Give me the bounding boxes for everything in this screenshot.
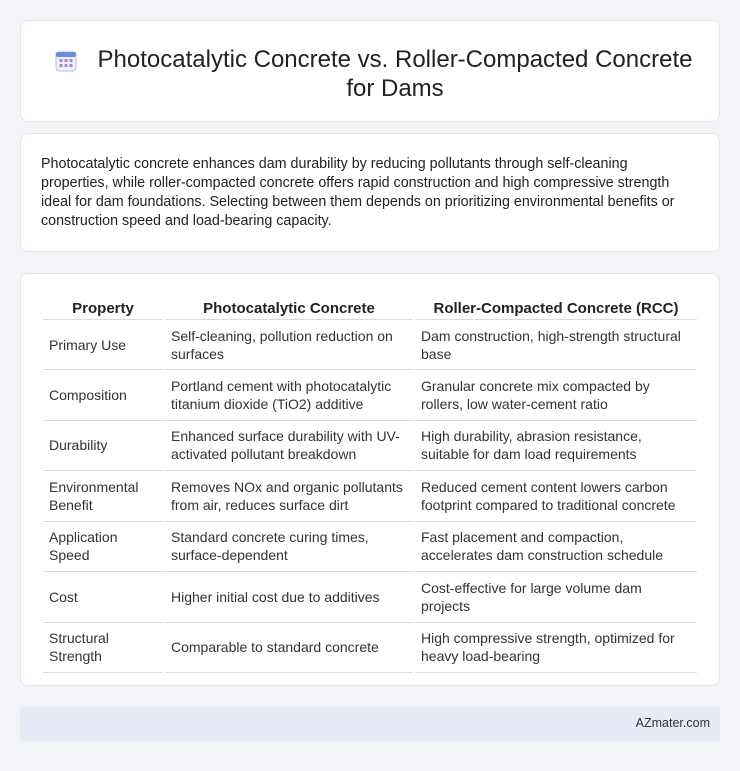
cell-rcc: Reduced cement content lowers carbon footprint compared to traditional concrete [415, 471, 697, 522]
cell-rcc: High compressive strength, optimized for heavy load-bearing [415, 623, 697, 674]
cell-property: Composition [43, 370, 163, 421]
cell-property: Primary Use [43, 320, 163, 370]
table-row [43, 522, 697, 573]
cell-rcc: Fast placement and compaction, accelerates dam construction schedule [415, 522, 697, 573]
page-title: Photocatalytic Concrete vs. Roller-Compacted Concrete for Dams [97, 46, 693, 102]
cell-photocatalytic: Self-cleaning, pollution reduction on surfaces [165, 320, 413, 370]
cell-photocatalytic: Standard concrete curing times, surface-dependent [165, 522, 413, 573]
title-card [20, 20, 720, 122]
cell-property: Structural Strength [43, 623, 163, 674]
cell-rcc: Cost-effective for large volume dam projects [415, 572, 697, 623]
footer-brand: AZmater.com [635, 716, 710, 730]
table-row [43, 421, 697, 472]
cell-photocatalytic: Portland cement with photocatalytic titanium dioxide (TiO2) additive [165, 370, 413, 421]
cell-photocatalytic: Comparable to standard concrete [165, 623, 413, 674]
table-row [43, 471, 697, 522]
footer-bar [20, 707, 720, 741]
table-row [43, 623, 697, 674]
cell-property: Cost [43, 572, 163, 623]
cell-rcc: Dam construction, high-strength structural base [415, 320, 697, 370]
cell-property: Durability [43, 421, 163, 472]
cell-rcc: Granular concrete mix compacted by rollers, low water-cement ratio [415, 370, 697, 421]
header-property: Property [43, 296, 163, 320]
table-header-row [43, 296, 697, 320]
comparison-table [41, 296, 699, 673]
table-row [43, 572, 697, 623]
intro-card [20, 133, 720, 252]
intro-paragraph: Photocatalytic concrete enhances dam durability by reducing pollutants through self-cleaning properties, while roller-compacted concrete offers rapid construction and high compressive strength ideal for dam foundations. Selecting between them depends on prioritizing environmental benefits or construction speed and load-bearing capacity. [41, 156, 675, 229]
cell-property: Application Speed [43, 522, 163, 573]
table-row [43, 320, 697, 370]
table-row [43, 370, 697, 421]
comparison-card [20, 273, 720, 686]
cell-photocatalytic: Higher initial cost due to additives [165, 572, 413, 623]
header-rcc: Roller-Compacted Concrete (RCC) [415, 296, 697, 320]
cell-photocatalytic: Enhanced surface durability with UV-activated pollutant breakdown [165, 421, 413, 472]
header-photocatalytic: Photocatalytic Concrete [165, 296, 413, 320]
cell-rcc: High durability, abrasion resistance, suitable for dam load requirements [415, 421, 697, 472]
cell-photocatalytic: Removes NOx and organic pollutants from air, reduces surface dirt [165, 471, 413, 522]
cell-property: Environmental Benefit [43, 471, 163, 522]
